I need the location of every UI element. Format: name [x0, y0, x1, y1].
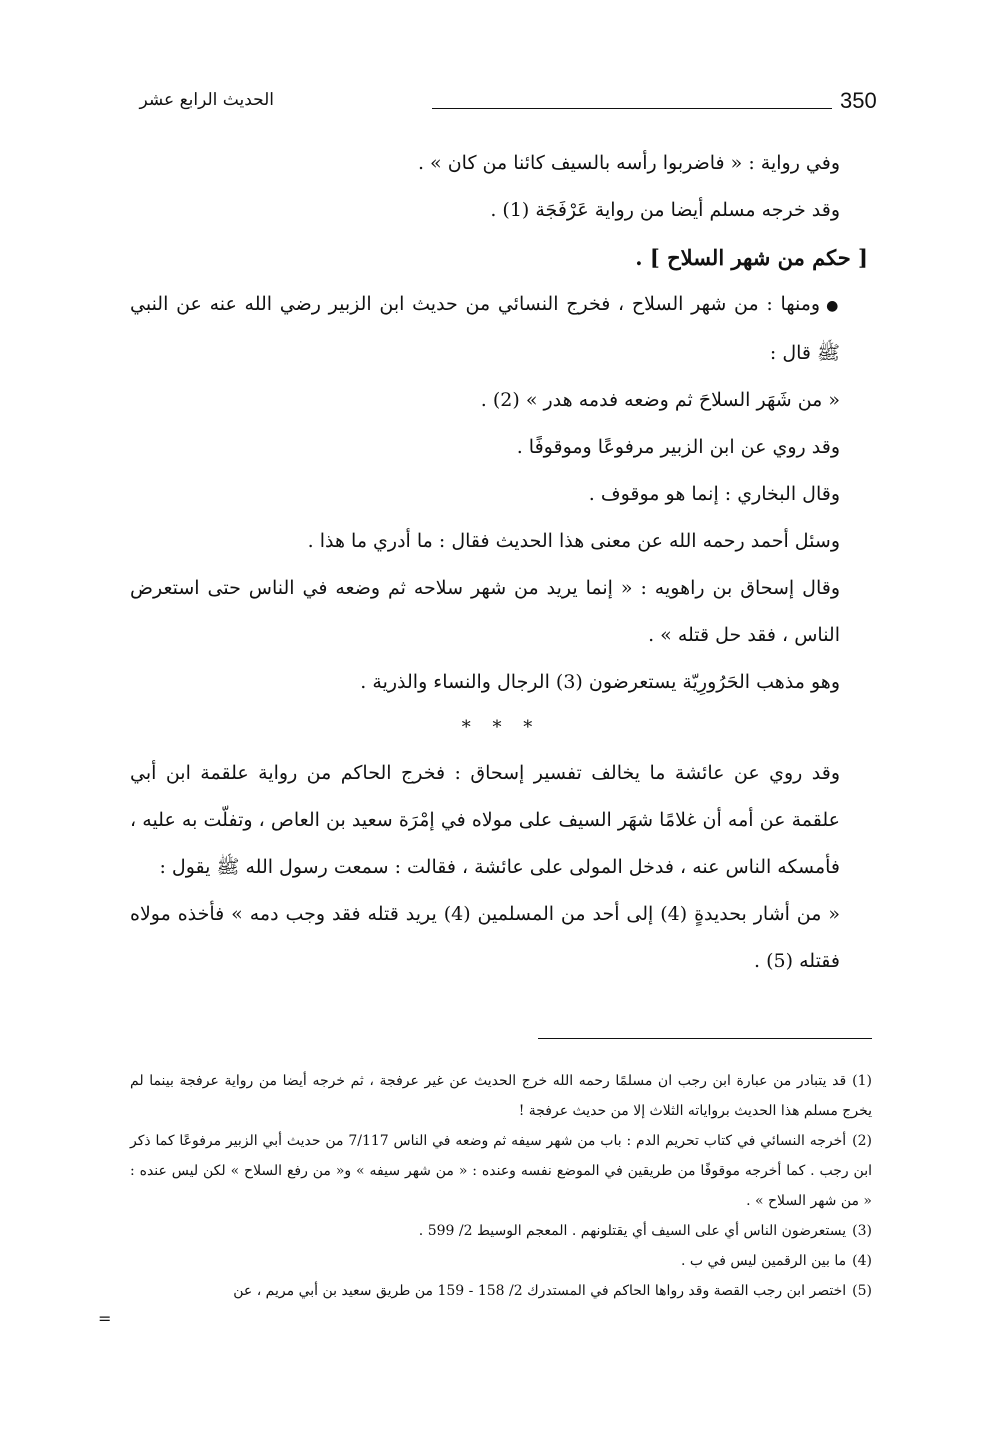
paragraph	[130, 281, 872, 377]
chapter-title: الحديث الرابع عشر	[139, 90, 274, 110]
section-separator: * * *	[461, 717, 541, 738]
page-number: 350	[840, 88, 877, 113]
footnote-text: اختصر ابن رجب القصة وقد رواها الحاكم في المستدرك 2/ 158 - 159 من طريق سعيد بن أبي مريم ، عن	[233, 1283, 847, 1299]
hadith-quote: « من أشار بحديدةٍ (4) إلى أحد من المسلمين (4) يريد قتله فقد وجب دمه » فأخذه مولاه فقتله (5) .	[130, 903, 840, 972]
page-header	[132, 88, 877, 124]
paragraph: وقد روي عن ابن الزبير مرفوعًا وموقوفًا .	[516, 436, 840, 458]
footnote-number: (4)	[852, 1253, 872, 1269]
footnote-number: (3)	[852, 1223, 872, 1239]
paragraph: وسئل أحمد رحمه الله عن معنى هذا الحديث فقال : ما أدري ما هذا .	[307, 530, 840, 552]
paragraph: وهو مذهب الحَرُورِيّة يستعرضون (3) الرجال والنساء والذرية .	[360, 671, 840, 693]
footnote-number: (5)	[852, 1283, 872, 1299]
paragraph: وقال إسحاق بن راهويه : « إنما يريد من شهر سلاحه ثم وضعه في الناس حتى استعرض الناس ، فقد حل قتله » .	[130, 577, 840, 646]
paragraph: وقال البخاري : إنما هو موقوف .	[588, 483, 840, 505]
paragraph-text: ومنها : من شهر السلاح ، فخرج النسائي من حديث ابن الزبير رضي الله عنه عن النبي ﷺ قال :	[130, 293, 840, 364]
main-text	[130, 140, 872, 985]
footnote	[130, 1216, 872, 1246]
footnote	[130, 1066, 872, 1126]
footnote-text: قد يتبادر من عبارة ابن رجب ان مسلمًا رحمه الله خرج الحديث عن غير عرفجة ، ثم خرجه أيضا من رواية عرفجة بينما لم يخرج مسلم هذا الحديث برواياته الثلاث إلا من حديث عرفجة !	[130, 1073, 872, 1119]
footnotes	[130, 1066, 872, 1306]
footnote-rule	[538, 1038, 872, 1039]
paragraph: وفي رواية : « فاضربوا رأسه بالسيف كائنا من كان » .	[417, 152, 840, 174]
footnote-text: ما بين الرقمين ليس في ب .	[681, 1253, 847, 1269]
footnote-number: (2)	[852, 1133, 872, 1149]
header-rule	[432, 108, 832, 109]
footnote	[130, 1246, 872, 1276]
paragraph: وقد خرجه مسلم أيضا من رواية عَرْفَجَة (1) .	[490, 199, 840, 221]
paragraph: وقد روي عن عائشة ما يخالف تفسير إسحاق : فخرج الحاكم من رواية علقمة ابن أبي علقمة عن أمه أن غلامًا شهَر السيف على مولاه في إمْرَة سعيد بن العاص ، وتفلّت به عليه ، فأمسكه الناس عنه ، فدخل المولى على عائشة ، فقالت : سمعت رسول الله ﷺ يقول :	[130, 762, 840, 878]
footnote-text: يستعرضون الناس أي على السيف أي يقتلونهم . المعجم الوسيط 2/ 599 .	[418, 1223, 847, 1239]
continuation-mark: =	[98, 1309, 112, 1328]
footnote-text: أخرجه النسائي في كتاب تحريم الدم : باب من شهر سيفه ثم وضعه في الناس 7/117 من حديث أبي الزبير مرفوعًا كما ذكر ابن رجب . كما أخرجه موقوفًا من طريقين في الموضع نفسه وعنده : « من شهر سيفه » و« من رفع السلاح » لكن ليس عنده : « من شهر السلاح » .	[130, 1133, 872, 1209]
footnote-number: (1)	[852, 1073, 872, 1089]
footnote	[130, 1126, 872, 1216]
section-heading: [ حكم من شهر السلاح ] .	[635, 245, 868, 270]
hadith-quote: « من شَهَر السلاحَ ثم وضعه فدمه هدر » (2) .	[480, 389, 840, 411]
footnote	[130, 1276, 872, 1306]
